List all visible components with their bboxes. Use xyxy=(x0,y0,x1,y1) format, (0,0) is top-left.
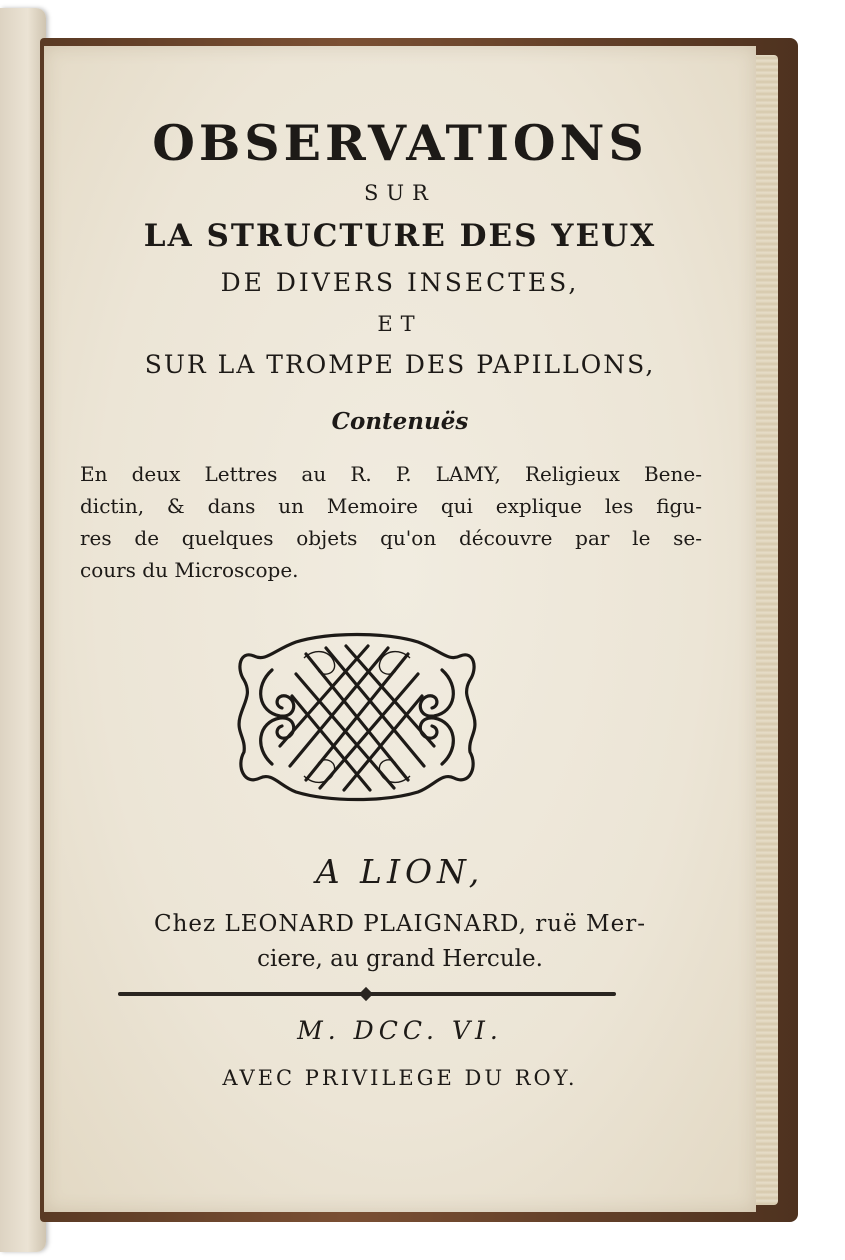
description-line: dictin, & dans un Memoire qui explique les figu- xyxy=(80,494,702,518)
description-line: res de quelques objets qu'on découvre par le se- xyxy=(80,526,702,550)
title-page xyxy=(44,46,756,1212)
book-title: OBSERVATIONS xyxy=(152,114,648,172)
description-paragraph xyxy=(80,458,702,586)
imprint-place: A LION, xyxy=(315,852,485,891)
title-line-trompe: SUR LA TROMPE DES PAPILLONS, xyxy=(144,350,656,379)
title-line-divers: DE DIVERS INSECTES, xyxy=(220,268,580,297)
title-line-structure: LA STRUCTURE DES YEUX xyxy=(143,218,657,254)
title-sur: SUR xyxy=(364,181,436,205)
printer-line-2: ciere, au grand Hercule. xyxy=(257,946,543,972)
privilege-line: AVEC PRIVILEGE DU ROY. xyxy=(222,1066,578,1090)
decorative-rule xyxy=(118,992,616,996)
printer-line-1: Chez LEONARD PLAIGNARD, ruë Mer- xyxy=(154,911,646,937)
title-et: ET xyxy=(377,312,423,336)
imprint-date: M. DCC. VI. xyxy=(297,1016,503,1045)
knotwork-ornament-icon xyxy=(234,628,480,806)
contenues-heading: Contenuës xyxy=(331,408,469,435)
description-line: En deux Lettres au R. P. LAMY, Religieux Bene- xyxy=(80,462,702,486)
description-line: cours du Microscope. xyxy=(80,558,299,582)
